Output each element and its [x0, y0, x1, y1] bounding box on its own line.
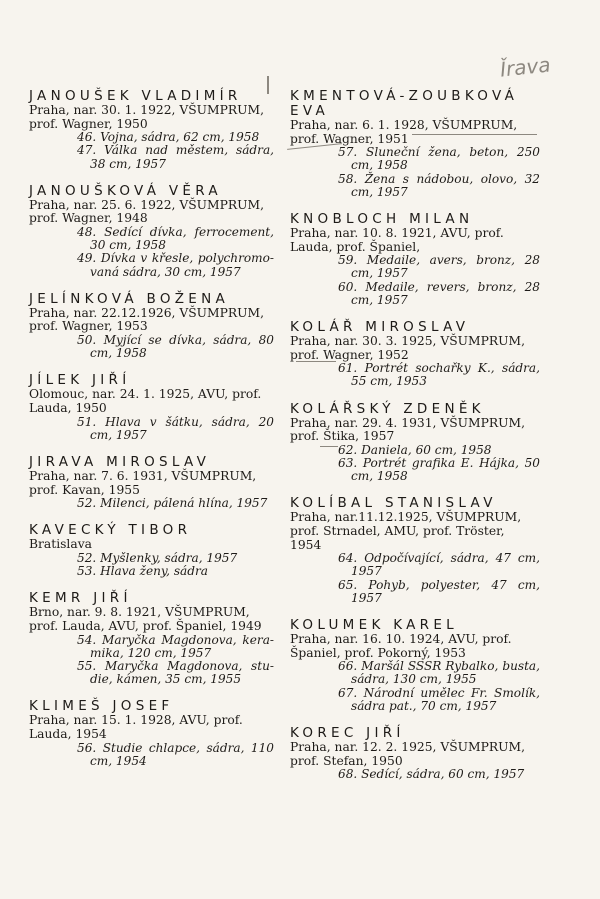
artist-bio-line: Praha, nar. 7. 6. 1931, VŠUMPRUM, [29, 468, 257, 483]
artwork-item: 64. Odpočívající, sádra, 47 cm, 1957 [338, 551, 540, 579]
artist-name: KOREC JIŘÍ [290, 724, 405, 741]
artwork-item: 58. Žena s nádobou, olovo, 32 cm, 1957 [338, 171, 540, 199]
artwork-item: 48. Sedící dívka, ferrocement, 30 cm, 1958 [77, 224, 274, 253]
artist-name: JANOUŠKOVÁ VĚRA [29, 182, 222, 199]
artist-bio-line: prof. Kavan, 1955 [29, 482, 140, 497]
artwork-item: 49. Dívka v křesle, polychromo-vaná sádra, 30 cm, 1957 [77, 251, 274, 279]
artist-entry [29, 89, 274, 171]
artwork-item: 51. Hlava v šátku, sádra, 20 cm, 1957 [77, 414, 274, 442]
artist-bio-line: prof. Strnadel, AMU, prof. Tröster, [290, 523, 505, 538]
artist-bio-line: prof. Wagner, 1952 [290, 347, 409, 362]
artist-bio-line: prof. Wagner, 1953 [29, 319, 148, 334]
artist-name: KEMR JIŘÍ [29, 590, 132, 607]
artist-bio-line: Praha, nar.11.12.1925, VŠUMPRUM, [290, 510, 522, 525]
artist-bio-line: Španiel, prof. Pokorný, 1953 [290, 645, 466, 660]
artist-name: KLIMEŠ JOSEF [29, 698, 174, 715]
right-column [290, 89, 540, 794]
artist-bio-line: prof. Štika, 1957 [290, 429, 395, 444]
artwork-item: 54. Maryčka Magdonova, kera-mika, 120 cm, 1957 [77, 632, 274, 660]
artwork-item: 53. Hlava ženy, sádra [77, 564, 208, 579]
artist-bio-line: prof. Wagner, 1948 [29, 211, 148, 226]
artist-bio-line: prof. Wagner, 1951 [290, 131, 409, 146]
artist-entry [29, 699, 274, 768]
artist-name: JÍLEK JIŘÍ [29, 372, 131, 389]
artist-entry [29, 523, 274, 578]
artist-name: KOLÁŘ MIROSLAV [290, 319, 470, 335]
artist-bio-line: Praha, nar. 16. 10. 1924, AVU, prof. [290, 631, 512, 646]
artwork-item: 56. Studie chlapce, sádra, 110 cm, 1954 [77, 740, 274, 768]
artist-bio-line: Praha, nar. 15. 1. 1928, AVU, prof. [29, 713, 243, 728]
artwork-item: 52. Myšlenky, sádra, 1957 [77, 550, 238, 565]
artwork-item: 62. Daniela, 60 cm, 1958 [338, 442, 492, 457]
artist-entry [29, 184, 274, 279]
artist-bio-line: Brno, nar. 9. 8. 1921, VŠUMPRUM, [29, 605, 250, 620]
artist-name: KOLÍBAL STANISLAV [290, 495, 497, 512]
artist-bio-line: Praha, nar. 25. 6. 1922, VŠUMPRUM, [29, 197, 265, 212]
artist-name: KMENTOVÁ-ZOUBKOVÁ EVA [290, 88, 519, 119]
artwork-item: 55. Maryčka Magdonova, stu-die, kámen, 35 cm, 1955 [77, 658, 274, 687]
artist-name: KNOBLOCH MILAN [290, 211, 474, 227]
artwork-item: 67. Národní umělec Fr. Smolík, sádra pat., 70 cm, 1957 [338, 685, 540, 713]
artist-bio-line: prof. Stefan, 1950 [290, 753, 403, 768]
artist-entry [29, 292, 274, 361]
artist-bio-line: prof. Lauda, AVU, prof. Španiel, 1949 [29, 618, 262, 633]
artist-entry [29, 591, 274, 686]
artist-bio-line: Praha, nar. 10. 8. 1921, AVU, prof. [290, 226, 504, 240]
artist-entry [290, 402, 540, 484]
artist-entry [290, 89, 540, 199]
artist-bio-line: Lauda, 1950 [29, 400, 107, 415]
artwork-item: 47. Válka nad městem, sádra, 38 cm, 1957 [77, 143, 274, 171]
artwork-item: 50. Myjící se dívka, sádra, 80 cm, 1958 [77, 332, 274, 361]
pencil-annotation: Ǐrava [498, 52, 552, 82]
artist-name: KAVECKÝ TIBOR [29, 522, 192, 539]
artwork-item: 65. Pohyb, polyester, 47 cm, 1957 [338, 577, 540, 605]
artist-bio-line: prof. Wagner, 1950 [29, 116, 148, 131]
artist-entry [290, 618, 540, 713]
artwork-item: 63. Portrét grafika E. Hájka, 50 cm, 1958 [338, 455, 540, 484]
artwork-item: 68. Sedící, sádra, 60 cm, 1957 [338, 767, 525, 782]
artwork-item: 61. Portrét sochařky K., sádra, 55 cm, 1953 [338, 361, 540, 389]
artist-entry [290, 726, 540, 781]
artist-entry [29, 455, 274, 510]
artist-bio-line: Praha, nar. 12. 2. 1925, VŠUMPRUM, [290, 739, 526, 754]
artist-entry [290, 320, 540, 389]
artist-bio-line: Praha, nar. 6. 1. 1928, VŠUMPRUM, [290, 118, 518, 132]
artwork-item: 59. Medaile, avers, bronz, 28 cm, 1957 [338, 253, 540, 281]
artist-bio-line: Praha, nar. 22.12.1926, VŠUMPRUM, [29, 305, 265, 320]
artist-name: KOLÁŘSKÝ ZDENĚK [290, 400, 485, 417]
artwork-item: 57. Sluneční žena, beton, 250 cm, 1958 [338, 145, 540, 173]
artist-bio-line: 1954 [290, 537, 322, 552]
artist-bio-line: Lauda, prof. Španiel, [290, 239, 421, 254]
artist-bio-line: Olomouc, nar. 24. 1. 1925, AVU, prof. [29, 387, 262, 402]
artist-name: JIRAVA MIROSLAV [29, 453, 211, 470]
artist-entry [29, 373, 274, 442]
artist-name: KOLUMEK KAREL [290, 616, 458, 633]
artist-bio-line: Bratislava [29, 537, 92, 552]
artist-name: JELÍNKOVÁ BOŽENA [29, 290, 230, 307]
artist-name: JANOUŠEK VLADIMÍR [29, 88, 242, 104]
artwork-item: 60. Medaile, revers, bronz, 28 cm, 1957 [338, 279, 540, 307]
artwork-item: 66. Maršál SSSR Rybalko, busta, sádra, 130 cm, 1955 [338, 659, 540, 687]
artwork-item: 46. Vojna, sádra, 62 cm, 1958 [77, 130, 260, 145]
artist-entry [290, 212, 540, 307]
artist-entry [290, 496, 540, 605]
artist-bio-line: Lauda, 1954 [29, 726, 107, 741]
artist-bio-line: Praha, nar. 30. 3. 1925, VŠUMPRUM, [290, 334, 526, 348]
left-column [29, 89, 274, 781]
artist-bio-line: Praha, nar. 29. 4. 1931, VŠUMPRUM, [290, 415, 526, 430]
artwork-item: 52. Milenci, pálená hlína, 1957 [77, 496, 268, 511]
artist-bio-line: Praha, nar. 30. 1. 1922, VŠUMPRUM, [29, 103, 265, 117]
